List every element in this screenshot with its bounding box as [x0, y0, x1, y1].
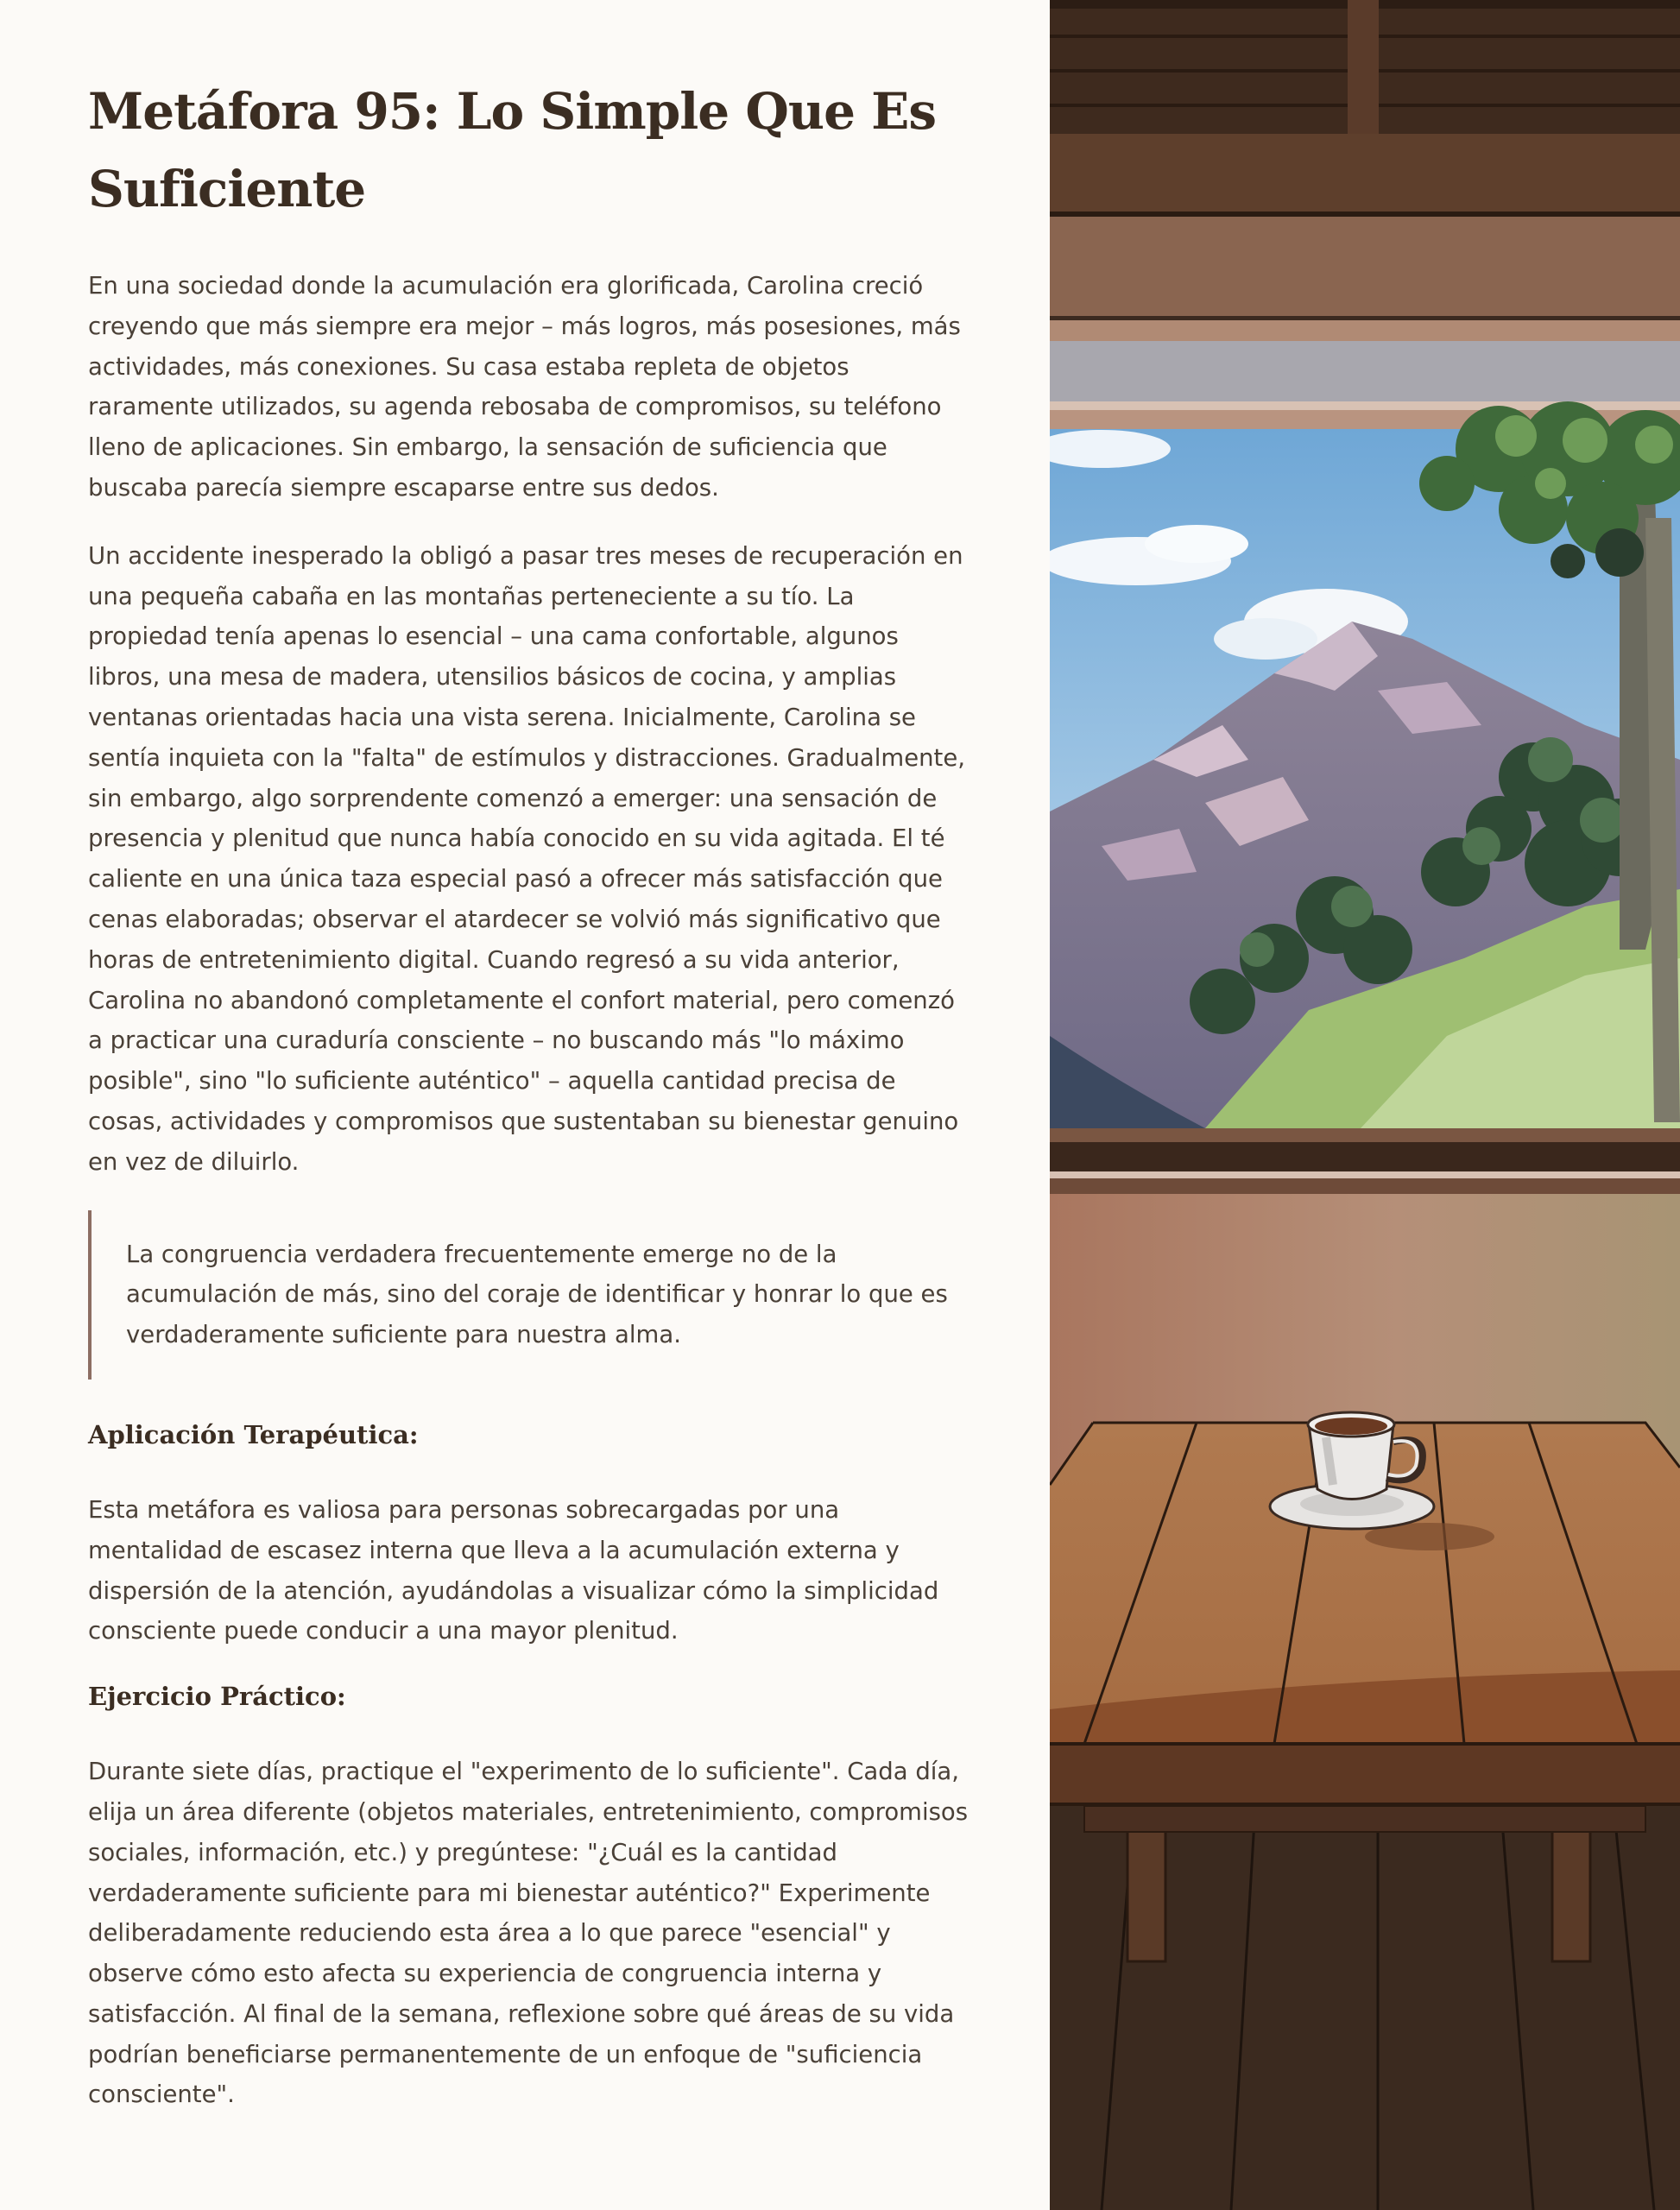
article-column [88, 73, 969, 2143]
pull-quote [88, 1210, 969, 1380]
cabin-window-illustration [1050, 0, 1680, 2210]
application-heading: Aplicación Terapéutica: [88, 1419, 419, 1449]
story-paragraph-1: En una sociedad donde la acumulación era glorificada, Carolina creció creyendo que más siempre era mejor – más logros, más posesiones, más actividades, más conexiones. Su casa estaba repleta de objetos raramente utilizados, su agenda rebosaba de compromisos, su teléfono lleno de aplicaciones. Sin embargo, la sensación de suficiencia que buscaba parecía siempre escaparse entre sus dedos. [88, 272, 961, 502]
page-title: Metáfora 95: Lo Simple Que Es Suficiente [88, 82, 937, 218]
window-view [1050, 401, 1680, 1128]
story-paragraph-2: Un accidente inesperado la obligó a pasar tres meses de recuperación en una pequeña cabaña en las montañas perteneciente a su tío. La propiedad tenía apenas lo esencial – una cama confortable, algunos libros, una mesa de madera, utensilios básicos de cocina, y amplias ventanas orientadas hacia una vista serena. Inicialmente, Carolina se sentía inquieta con la "falta" de estímulos y distracciones. Gradualmente, sin embargo, algo sorprendente comenzó a emerger: una sensación de presencia y plenitud que nunca había conocido en su vida agitada. El té caliente en una única taza especial pasó a ofrecer más satisfacción que cenas elaboradas; observar el atardecer se volvió más significativo que horas de entretenimiento digital. Cuando regresó a su vida anterior, Carolina no abandonó completamente el confort material, pero comenzó a practicar una curaduría consciente – no buscando más "lo máximo posible", sino "lo suficiente auténtico" – aquella cantidad precisa de cosas, actividades y compromisos que sustentaban su bienestar genuino en vez de diluirlo. [88, 541, 965, 1176]
application-text: Esta metáfora es valiosa para personas sobrecargadas por una mentalidad de escasez interna que lleva a la acumulación externa y dispersión de la atención, ayudándolas a visualizar cómo la simplicidad consciente puede conducir a una mayor plenitud. [88, 1495, 939, 1645]
pull-quote-text: La congruencia verdadera frecuentemente emerge no de la acumulación de más, sino del coraje de identificar y honrar lo que es verdaderamente suficiente para nuestra alma. [126, 1240, 948, 1349]
exercise-heading: Ejercicio Práctico: [88, 1682, 346, 1712]
cabin-window-scene [1050, 0, 1680, 2210]
exercise-text: Durante siete días, practique el "experimento de lo suficiente". Cada día, elija un área diferente (objetos materiales, entretenimiento, compromisos sociales, información, etc.) y pregúntese: "¿Cuál es la cantidad verdaderamente suficiente para mi bienestar auténtico?" Experimente deliberadamente reduciendo esta área a lo que parece "esencial" y observe cómo esto afecta su experiencia de congruencia interna y satisfacción. Al final de la semana, reflexione sobre qué áreas de su vida podrían beneficiarse permanentemente de un enfoque de "suficiencia consciente". [88, 1758, 969, 2109]
